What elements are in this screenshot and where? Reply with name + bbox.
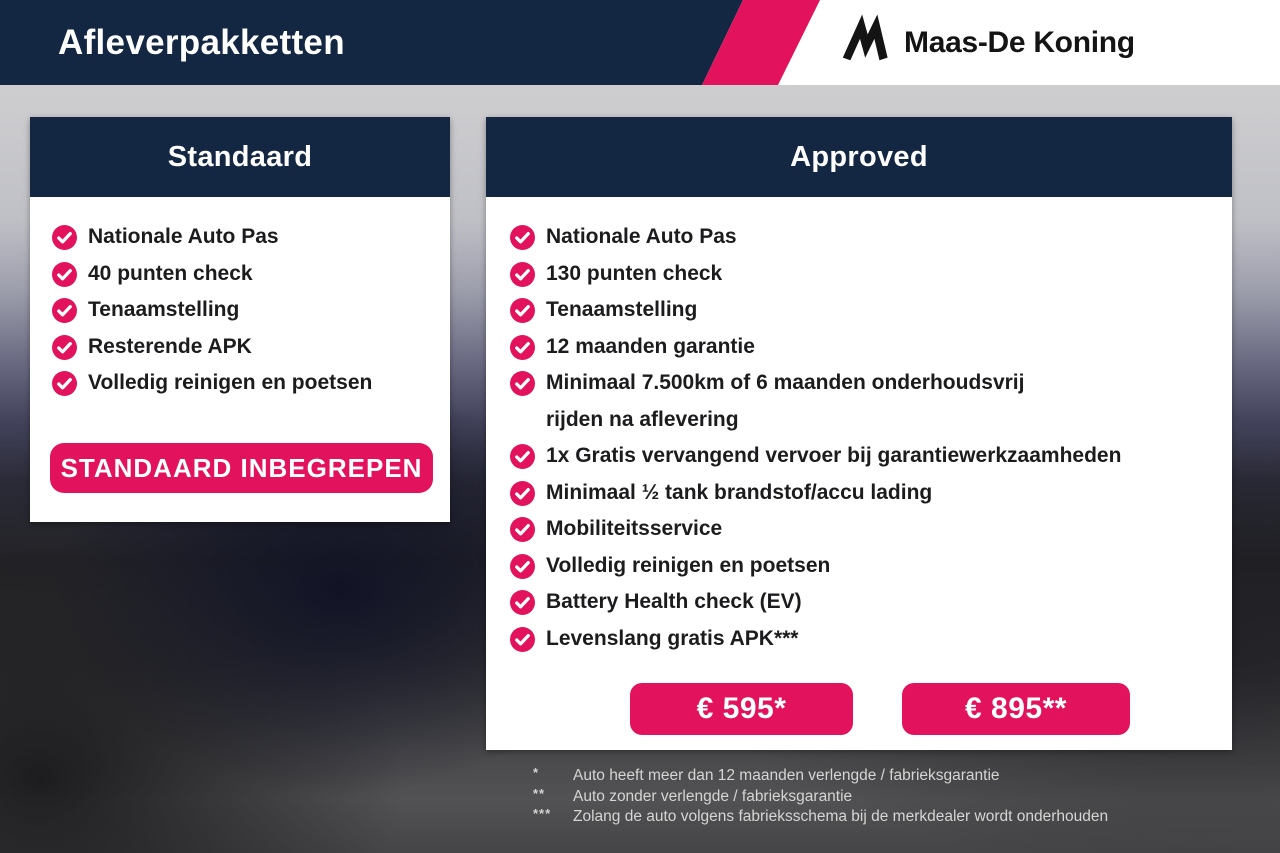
list-item — [510, 548, 1208, 585]
list-item-label: 1x Gratis vervangend vervoer bij garantiewerkzaamheden — [546, 444, 1122, 467]
list-item — [52, 292, 426, 329]
list-item-label: Mobiliteitsservice — [546, 517, 723, 540]
check-icon — [510, 627, 535, 652]
list-item — [52, 219, 426, 256]
footnote-text: Auto heeft meer dan 12 maanden verlengde / fabrieksgarantie — [573, 767, 1000, 784]
check-icon — [510, 554, 535, 579]
brand-logo — [843, 0, 1135, 85]
list-item-label: Minimaal 7.500km of 6 maanden onderhoudsvrij rijden na aflevering — [546, 371, 1025, 431]
footnote-marker: ** — [533, 785, 546, 801]
price-895-button[interactable]: € 895** — [902, 683, 1130, 735]
check-icon — [510, 262, 535, 287]
footnote-text: Zolang de auto volgens fabrieksschema bij de merkdealer wordt onderhouden — [573, 808, 1109, 825]
footnote — [533, 807, 1213, 828]
list-item — [510, 621, 1208, 658]
check-icon — [52, 298, 77, 323]
list-item — [510, 256, 1208, 293]
check-icon — [52, 225, 77, 250]
list-item — [52, 256, 426, 293]
list-item-label: Volledig reinigen en poetsen — [88, 371, 373, 394]
list-item — [52, 365, 426, 402]
approved-list — [486, 197, 1232, 657]
check-icon — [510, 481, 535, 506]
check-icon — [510, 371, 535, 396]
list-item-label: Nationale Auto Pas — [546, 225, 737, 248]
check-icon — [510, 444, 535, 469]
check-icon — [510, 225, 535, 250]
list-item — [510, 292, 1208, 329]
standaard-card-header — [30, 117, 450, 197]
list-item-label: Tenaamstelling — [546, 298, 698, 321]
list-item-label: Minimaal ½ tank brandstof/accu lading — [546, 480, 933, 504]
list-item-label: Levenslang gratis APK*** — [546, 626, 799, 650]
list-item — [510, 438, 1208, 475]
footnote-marker: *** — [533, 806, 552, 821]
check-icon — [52, 262, 77, 287]
list-item — [510, 219, 1208, 256]
list-item — [510, 511, 1208, 548]
list-item-label: Volledig reinigen en poetsen — [546, 553, 831, 577]
approved-card-header — [486, 117, 1232, 197]
check-icon — [510, 335, 535, 360]
list-item — [510, 475, 1208, 512]
check-icon — [510, 517, 535, 542]
check-icon — [52, 371, 77, 396]
footnote — [533, 766, 1213, 787]
approved-card — [486, 117, 1232, 750]
standaard-card-title: Standaard — [167, 140, 313, 173]
footnote-text: Auto zonder verlengde / fabrieksgarantie — [573, 787, 853, 805]
standaard-inbegrepen-button[interactable]: STANDAARD INBEGREPEN — [50, 443, 433, 493]
list-item — [510, 584, 1208, 621]
brand-name: Maas-De Koning — [904, 25, 1135, 59]
list-item-label: 12 maanden garantie — [546, 334, 755, 358]
list-item-label: Resterende APK — [88, 334, 252, 358]
check-icon — [52, 335, 77, 360]
list-item-label: Tenaamstelling — [88, 298, 240, 321]
check-icon — [510, 590, 535, 615]
footnotes — [533, 766, 1213, 828]
list-item — [52, 329, 426, 366]
list-item-label: 40 punten check — [88, 261, 253, 285]
brand-m-icon — [843, 19, 891, 67]
standaard-card — [30, 117, 450, 522]
approved-card-title: Approved — [790, 140, 928, 173]
standaard-list — [30, 197, 450, 402]
footnote-marker: * — [533, 765, 540, 780]
price-595-button[interactable]: € 595* — [630, 683, 853, 735]
footnote — [533, 787, 1213, 808]
top-banner — [0, 0, 1280, 85]
list-item — [510, 365, 1208, 438]
list-item-label: 130 punten check — [546, 261, 723, 285]
list-item-label: Nationale Auto Pas — [88, 225, 279, 248]
list-item — [510, 329, 1208, 366]
list-item-label: Battery Health check (EV) — [546, 590, 802, 613]
check-icon — [510, 298, 535, 323]
page-title: Afleverpakketten — [58, 22, 345, 62]
